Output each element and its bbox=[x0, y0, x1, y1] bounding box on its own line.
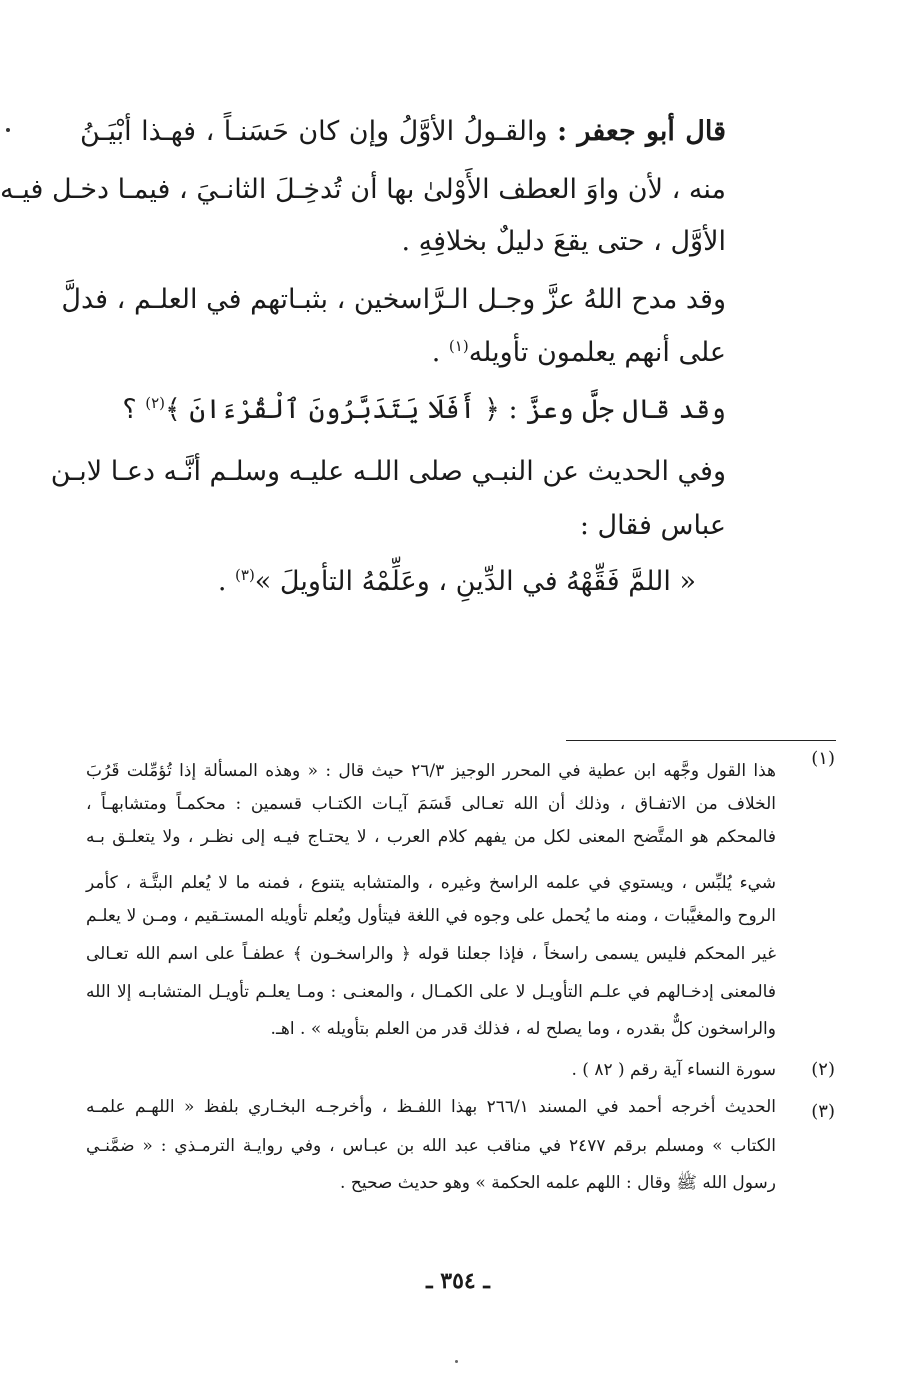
footnote-number: (٢) bbox=[811, 1059, 835, 1080]
footnote-line: والراسخون كلٌّ بقدره ، وما يصلح له ، فذلك قدر من العلم بتأويله » . اهـ. bbox=[270, 1019, 776, 1039]
body-text: ؟ bbox=[122, 394, 146, 425]
hadith-quote-line bbox=[80, 562, 696, 602]
body-text: على أنهم يعلمون تأويله bbox=[468, 337, 726, 368]
page-number: ـ ٣٥٤ ـ bbox=[426, 1268, 490, 1294]
body-line: وفي الحديث عن النبـي صلى اللـه عليـه وسلـم أنَّـه دعـا لابـن bbox=[50, 456, 726, 487]
footnote-number: (١) bbox=[811, 748, 835, 769]
footnote-line: الخلاف من الاتفـاق ، وذلك أن الله تعـالى قَسَمَ آيـات الكتـاب قسمين : محكمـاً ومتشابهـاً ، bbox=[86, 794, 776, 814]
body-line: عباس فقال : bbox=[579, 510, 726, 541]
body-text: . bbox=[217, 566, 236, 597]
footnote-line: رسول الله ﷺ وقال : اللهم علمه الحكمة » وهو حديث صحيح . bbox=[340, 1173, 776, 1193]
body-text: وقد قال جلَّ وعزَّ : bbox=[508, 394, 726, 425]
body-text: والقـولُ الأوَّلُ وإن كان حَسَنـاً ، فهـذا أبْيَـنُ bbox=[80, 116, 548, 147]
footnote-ref: (١) bbox=[448, 337, 469, 355]
footnote-line: غير المحكم فليس يسمى راسخاً ، فإذا جعلنا قوله ﴿ والراسخـون ﴾ عطفـاً على اسم الله تعـالى bbox=[86, 944, 776, 964]
body-line: منه ، لأن واوَ العطف الأَوْلىٰ بها أن تُدخِـلَ الثانـيَ ، فيمـا دخـل فيـه bbox=[0, 174, 726, 205]
footnote-line: سورة النساء آية رقم ( ٨٢ ) . bbox=[571, 1060, 776, 1080]
scan-dot bbox=[455, 1360, 458, 1363]
body-line bbox=[80, 112, 726, 152]
body-line bbox=[80, 333, 726, 373]
footnote-number: (٣) bbox=[811, 1101, 835, 1122]
footnote-line: فالمحكم هو المتَّضح المعنى لكل من يفهم كلام العرب ، لا يحتـاج فيـه إلى نظـر ، ولا يتعلـق بـه bbox=[86, 827, 776, 847]
footnote-line: الروح والمغيَّبات ، ومنه ما يُحمل على وجوه في اللغة فيتأول ويُعلم تأويله المستـقيم ، ومـن لا يعلـم bbox=[86, 906, 776, 926]
footnote-ref: (٢) bbox=[145, 394, 166, 412]
footnote-line: هذا القول وجَّهه ابن عطية في المحرر الوجيز ٢٦/٣ حيث قال : « وهذه المسألة إذا تُؤمِّلت قَرُبَ bbox=[86, 761, 776, 781]
footnote-line: الكتاب » ومسلم برقم ٢٤٧٧ في مناقب عبد الله بن عبـاس ، وفي روايـة الترمـذي : « ضمَّنـي bbox=[86, 1136, 776, 1156]
body-line: الأوَّل ، حتى يقعَ دليلٌ بخلافِهِ . bbox=[401, 226, 726, 257]
margin-mark bbox=[6, 128, 10, 132]
quran-verse: ﴿ أَفَلَا يَتَدَبَّرُونَ ٱلْقُرْءَانَ ﴾ bbox=[165, 394, 500, 425]
footnote-ref: (٣) bbox=[235, 566, 255, 584]
speaker-label: قال أبو جعفر : bbox=[557, 116, 726, 147]
body-text: . bbox=[431, 337, 449, 368]
footnote-line: الحديث أخرجه أحمد في المسند ٢٦٦/١ بهذا اللفـظ ، وأخرجـه البخـاري بلفظ « اللهـم علمـه bbox=[86, 1097, 776, 1117]
footnote-line: فالمعنى إدخـالهم في علـم التأويـل لا على الكمـال ، والمعنـى : ومـا يعلـم تأويـل المتشابـه إلا الله bbox=[86, 982, 776, 1002]
body-line: وقد مدح اللهُ عزَّ وجـل الـرَّاسخين ، بثبـاتهم في العلـم ، فدلَّ bbox=[61, 284, 726, 315]
hadith-quote: « اللمَّ فَقِّهْهُ في الدِّينِ ، وعَلِّمْهُ التأويلَ » bbox=[254, 566, 696, 597]
footnote-separator bbox=[566, 740, 836, 741]
body-line bbox=[80, 390, 726, 430]
footnote-line: شيء يُلبِّس ، ويستوي في علمه الراسخ وغيره ، والمتشابه يتنوع ، فمنه ما لا يُعلم البتَّـة ، كأمر bbox=[86, 873, 776, 893]
